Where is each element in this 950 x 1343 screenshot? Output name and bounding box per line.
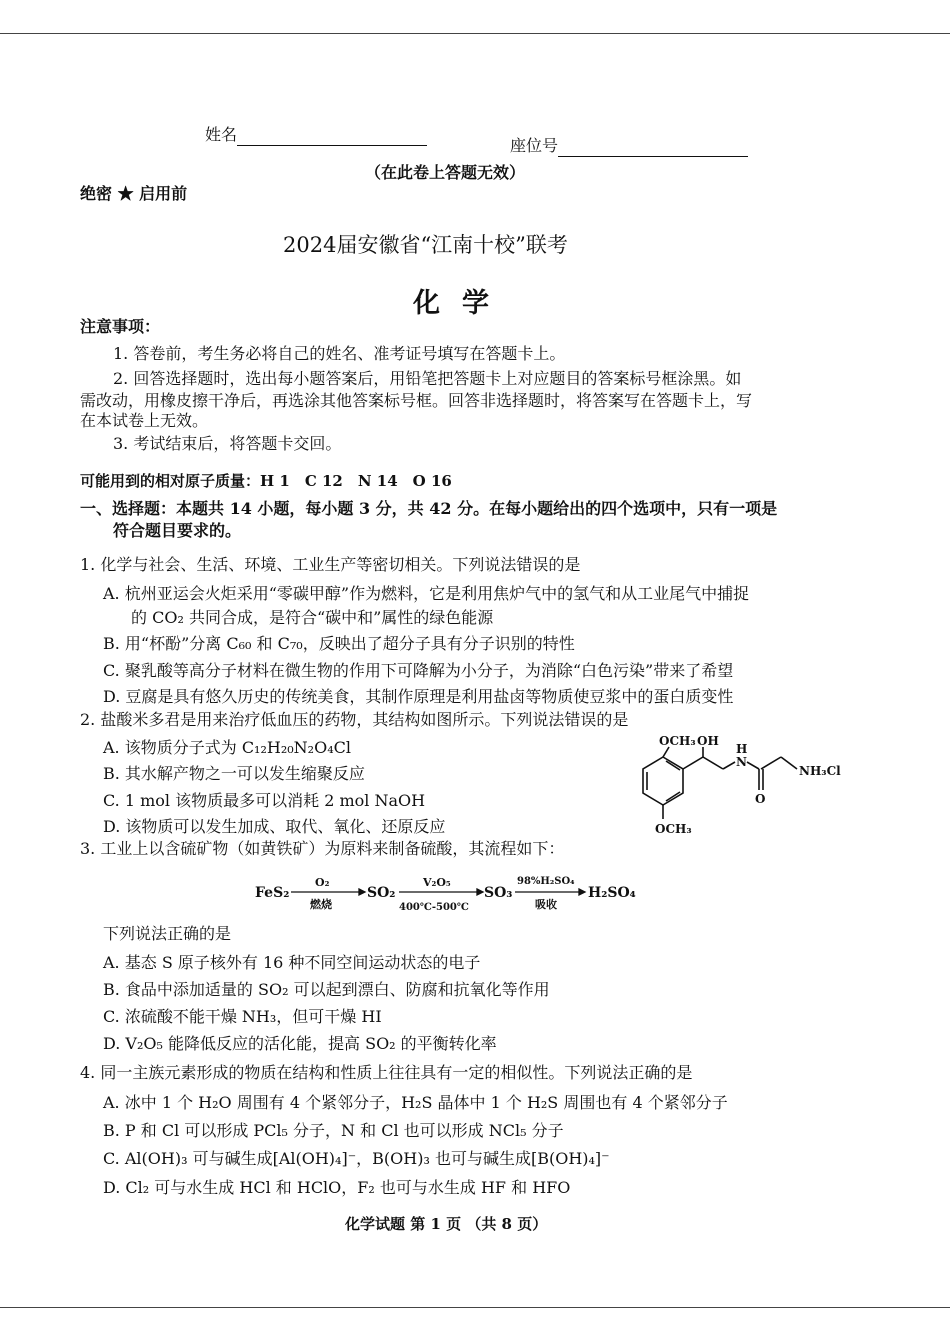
- struct-och3-bottom: OCH₃: [655, 822, 692, 836]
- notice-item-2-line-1: 2. 回答选择题时，选出每小题答案后，用铅笔把答题卡上对应题目的答案标号框涂黑。如: [113, 369, 742, 388]
- struct-o: O: [755, 792, 766, 806]
- flow-so2: SO₂: [367, 885, 396, 901]
- struct-och3-top: OCH₃: [659, 735, 696, 748]
- seat-field-group: [510, 135, 748, 157]
- notice-heading: 注意事项：: [80, 317, 161, 336]
- flow-so3: SO₃: [484, 885, 513, 901]
- notice-item-3: 3. 考试结束后，将答题卡交回。: [113, 434, 342, 453]
- q4-option-c: C. Al(OH)₃ 可与碱生成[Al(OH)₄]⁻，B(OH)₃ 也可与碱生成[B(OH)₄]⁻: [103, 1149, 610, 1168]
- struct-nh3cl: NH₃Cl: [799, 764, 841, 778]
- invalid-note: （在此卷上答题无效）: [365, 163, 526, 182]
- section-1-heading-cont: 符合题目要求的。: [113, 521, 242, 540]
- sulfuric-acid-flowchart: [255, 870, 655, 916]
- seat-label: 座位号: [510, 136, 559, 155]
- name-label: 姓名: [205, 125, 238, 144]
- notice-item-1: 1. 答卷前，考生务必将自己的姓名、准考证号填写在答题卡上。: [113, 344, 566, 363]
- subject-title: 化学: [413, 288, 511, 319]
- q3-option-a: A. 基态 S 原子核外有 16 种不同空间运动状态的电子: [103, 953, 481, 972]
- q2-option-b: B. 其水解产物之一可以发生缩聚反应: [103, 764, 365, 783]
- flow-arrow1-bottom: 燃烧: [310, 898, 332, 911]
- q1-option-d: D. 豆腐是具有悠久历史的传统美食，其制作原理是利用盐卤等物质使豆浆中的蛋白质变性: [103, 687, 734, 706]
- name-field-group: [205, 124, 427, 146]
- secret-mark: 绝密 ★ 启用前: [80, 184, 188, 203]
- q3-option-d: D. V₂O₅ 能降低反应的活化能，提高 SO₂ 的平衡转化率: [103, 1034, 497, 1053]
- midodrine-structure: [635, 735, 855, 845]
- q1-option-c: C. 聚乳酸等高分子材料在微生物的作用下可降解为小分子，为消除“白色污染”带来了希望: [103, 661, 734, 680]
- name-field[interactable]: [237, 131, 427, 146]
- struct-h: H: [736, 742, 748, 756]
- q3-option-b: B. 食品中添加适量的 SO₂ 可以起到漂白、防腐和抗氧化等作用: [103, 980, 550, 999]
- top-rule: [0, 33, 950, 34]
- notice-item-2-line-2: 需改动，用橡皮擦干净后，再选涂其他答案标号框。回答非选择题时，将答案写在答题卡上，写: [80, 391, 753, 410]
- q3-option-c: C. 浓硫酸不能干燥 NH₃，但可干燥 HI: [103, 1007, 382, 1026]
- q2-option-d: D. 该物质可以发生加成、取代、氧化、还原反应: [103, 817, 446, 836]
- flow-arrow3-bottom: 吸收: [535, 898, 557, 911]
- seat-field[interactable]: [558, 142, 748, 157]
- exam-title: 2024届安徽省“江南十校”联考: [283, 233, 568, 257]
- q2-stem: 2. 盐酸米多君是用来治疗低血压的药物，其结构如图所示。下列说法错误的是: [80, 710, 629, 729]
- page-footer: 化学试题 第 1 页 （共 8 页）: [345, 1215, 548, 1233]
- q1-option-a-line-1: A. 杭州亚运会火炬采用“零碳甲醇”作为燃料，它是利用焦炉气中的氢气和从工业尾气中捕捉: [103, 584, 750, 603]
- flow-arrow1-top: O₂: [315, 876, 330, 889]
- section-1-heading: 一、选择题：本题共 14 小题，每小题 3 分，共 42 分。在每小题给出的四个选项中，只有一项是: [80, 499, 778, 518]
- struct-oh: OH: [697, 735, 719, 748]
- q2-option-c: C. 1 mol 该物质最多可以消耗 2 mol NaOH: [103, 791, 426, 810]
- q4-option-b: B. P 和 Cl 可以形成 PCl₅ 分子，N 和 Cl 也可以形成 NCl₅ 分子: [103, 1121, 564, 1140]
- q4-option-a: A. 冰中 1 个 H₂O 周围有 4 个紧邻分子，H₂S 晶体中 1 个 H₂S 周围也有 4 个紧邻分子: [103, 1093, 728, 1112]
- q4-option-d: D. Cl₂ 可与水生成 HCl 和 HClO，F₂ 也可与水生成 HF 和 HFO: [103, 1178, 571, 1197]
- q1-option-a-line-2: 的 CO₂ 共同合成，是符合“碳中和”属性的绿色能源: [131, 608, 494, 627]
- q1-stem: 1. 化学与社会、生活、环境、工业生产等密切相关。下列说法错误的是: [80, 555, 581, 574]
- bottom-rule: [0, 1307, 950, 1308]
- struct-n: N: [736, 755, 747, 769]
- q3-stem: 3. 工业上以含硫矿物（如黄铁矿）为原料来制备硫酸，其流程如下：: [80, 839, 565, 858]
- flow-fes2: FeS₂: [255, 885, 290, 901]
- flow-arrow2-top: V₂O₅: [423, 876, 451, 889]
- flow-arrow2-bottom: 400℃-500℃: [399, 902, 469, 913]
- q2-option-a: A. 该物质分子式为 C₁₂H₂₀N₂O₄Cl: [103, 738, 351, 757]
- notice-item-2-line-3: 在本试卷上无效。: [80, 411, 209, 430]
- flow-arrow3-top: 98%H₂SO₄: [517, 876, 575, 887]
- q3-lead: 下列说法正确的是: [103, 924, 232, 943]
- atomic-mass: 可能用到的相对原子质量：H 1 C 12 N 14 O 16: [80, 472, 452, 490]
- q1-option-b: B. 用“杯酚”分离 C₆₀ 和 C₇₀，反映出了超分子具有分子识别的特性: [103, 634, 575, 653]
- flow-h2so4: H₂SO₄: [588, 885, 636, 901]
- q4-stem: 4. 同一主族元素形成的物质在结构和性质上往往具有一定的相似性。下列说法正确的是: [80, 1063, 693, 1082]
